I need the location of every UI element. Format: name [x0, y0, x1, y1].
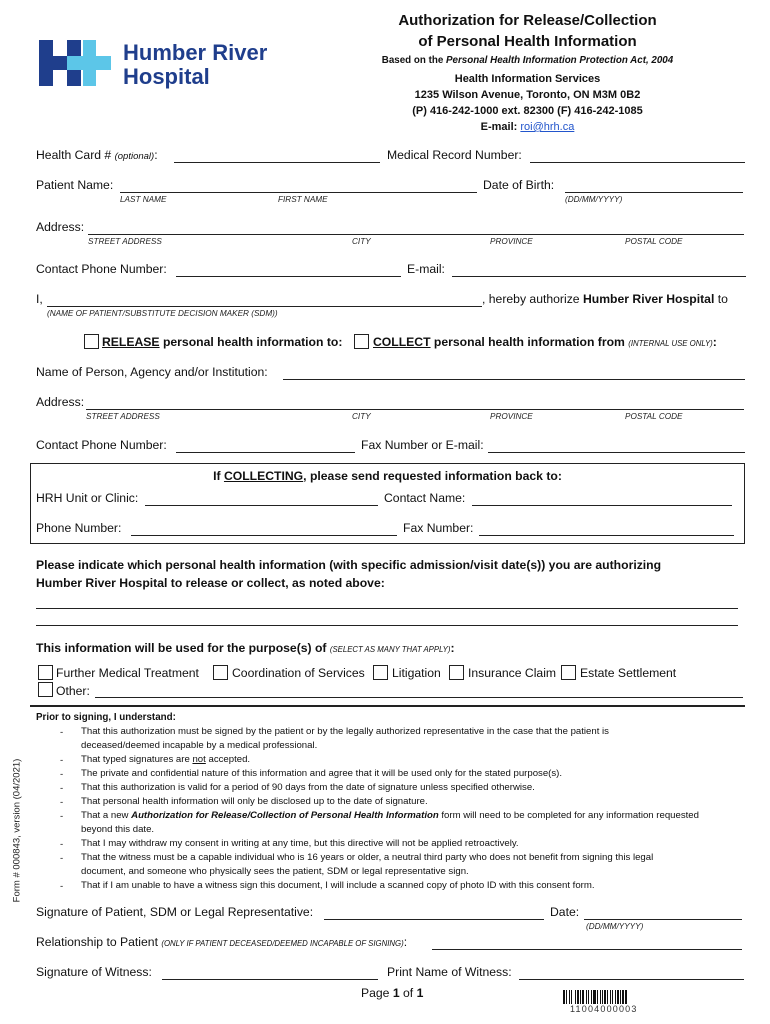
understand-5: That personal health information will only be disclosed up to the date of signature.	[81, 796, 428, 807]
patient-province-hint: PROVINCE	[490, 237, 533, 246]
purpose-option-medical: Further Medical Treatment	[56, 666, 199, 680]
purpose-checkbox-coordination[interactable]	[213, 665, 228, 680]
page-current: 1	[392, 986, 400, 1000]
recipient-city-hint: CITY	[352, 412, 371, 421]
collect-phone-label: Phone Number:	[36, 521, 122, 535]
understand-2a: That typed signatures are	[81, 754, 193, 765]
purpose-note: (SELECT AS MANY THAT APPLY)	[329, 645, 451, 654]
collect-phone-field[interactable]	[131, 534, 397, 536]
bullet-dash-7: -	[60, 839, 64, 850]
authorize-prefix: , hereby authorize	[482, 292, 583, 306]
info-instruction-line2: Humber River Hospital to release or collect, as noted above:	[36, 576, 385, 590]
purpose-other-field[interactable]	[95, 696, 743, 698]
hospital-logo	[39, 40, 289, 90]
barcode-bar	[563, 990, 565, 1004]
understand-6	[81, 809, 699, 823]
info-instruction-line1: Please indicate which personal health information (with specific admission/visit date(s)) you are authorizing	[36, 558, 662, 572]
recipient-phone-field[interactable]	[176, 451, 355, 453]
health-card-label: Health Card # (optional):	[36, 148, 158, 162]
bullet-dash-4: -	[60, 783, 64, 794]
recipient-province-hint: PROVINCE	[490, 412, 533, 421]
barcode-bar	[617, 990, 619, 1004]
purpose-other-label: Other:	[56, 684, 90, 698]
understand-6b: Authorization for Release/Collection of Personal Health Information	[131, 810, 439, 821]
barcode-bar	[577, 990, 579, 1004]
contact-name-label: Contact Name:	[384, 491, 466, 505]
release-rest: personal health information to:	[159, 335, 343, 349]
collect-colon: :	[712, 335, 717, 349]
witness-print-label: Print Name of Witness:	[387, 965, 512, 979]
mrn-field[interactable]	[530, 161, 745, 163]
bullet-dash-9: -	[60, 881, 64, 892]
bullet-dash-5: -	[60, 797, 64, 808]
bullet-dash-2: -	[60, 755, 64, 766]
bullet-dash-1: -	[60, 727, 64, 738]
page-total: 1	[416, 986, 424, 1000]
purpose-option-litigation: Litigation	[392, 666, 441, 680]
purpose-colon: :	[450, 641, 455, 655]
bullet-dash-6: -	[60, 811, 64, 822]
form-id-vertical: Form # 000843, version (04/2021)	[11, 758, 23, 903]
barcode-bar	[607, 990, 608, 1004]
barcode-bar	[597, 990, 598, 1004]
dob-format-hint: (DD/MM/YYYY)	[565, 195, 623, 204]
patient-name-label: Patient Name:	[36, 178, 114, 192]
collect-fax-field[interactable]	[479, 534, 734, 536]
page-number	[361, 986, 423, 1000]
recipient-street-hint: STREET ADDRESS	[86, 412, 160, 421]
collect-word: COLLECT	[373, 335, 431, 349]
barcode-bar	[600, 990, 601, 1004]
hrh-unit-label: HRH Unit or Clinic:	[36, 491, 139, 505]
patient-name-field[interactable]	[120, 191, 477, 193]
purpose-checkbox-medical[interactable]	[38, 665, 53, 680]
patient-phone-field[interactable]	[176, 275, 401, 277]
patient-email-field[interactable]	[452, 275, 746, 277]
authorize-hospital: Humber River Hospital	[582, 292, 715, 306]
authorize-suffix: to	[714, 292, 728, 306]
barcode-bar	[571, 990, 572, 1004]
relationship-label	[36, 935, 407, 949]
release-checkbox[interactable]	[84, 334, 99, 349]
logo-name-line1: Humber River	[123, 40, 268, 65]
last-name-hint: LAST NAME	[120, 195, 167, 204]
recipient-phone-label: Contact Phone Number:	[36, 438, 167, 452]
purpose-checkbox-other[interactable]	[38, 682, 53, 697]
understand-1a: That this authorization must be signed by the patient or by the legally authorized representative in the case that the patient is	[81, 726, 609, 737]
hrh-unit-field[interactable]	[145, 504, 378, 506]
purpose-option-coordination: Coordination of Services	[232, 666, 365, 680]
recipient-fax-field[interactable]	[488, 451, 745, 453]
barcode-bar	[566, 990, 567, 1004]
based-on-act	[330, 55, 725, 66]
relationship-text: Relationship to Patient	[36, 935, 162, 949]
patient-city-hint: CITY	[352, 237, 371, 246]
page-prefix: Page	[361, 986, 393, 1000]
barcode-bar	[622, 990, 624, 1004]
relationship-colon: :	[403, 935, 408, 949]
barcode-bar	[575, 990, 576, 1004]
purpose-checkbox-litigation[interactable]	[373, 665, 388, 680]
barcode-bar	[620, 990, 621, 1004]
patient-address-label: Address:	[36, 220, 85, 234]
health-card-optional: (optional)	[114, 151, 155, 162]
understand-1b: deceased/deemed incapable by a medical professional.	[81, 740, 318, 751]
collecting-word: COLLECTING	[223, 469, 304, 483]
barcode	[563, 990, 667, 1004]
barcode-number: 11004000003	[570, 1004, 638, 1014]
info-field-line2[interactable]	[36, 624, 738, 626]
purpose-option-estate: Estate Settlement	[580, 666, 677, 680]
recipient-address-field[interactable]	[86, 408, 744, 410]
authorizer-name-field[interactable]	[47, 305, 482, 307]
barcode-bar	[582, 990, 584, 1004]
understand-9: That if I am unable to have a witness sign this document, I will include a scanned copy of photo ID with this consent form.	[81, 880, 595, 891]
signature-label: Signature of Patient, SDM or Legal Representative:	[36, 905, 314, 919]
collect-rest: personal health information from	[430, 335, 629, 349]
barcode-bar	[569, 990, 570, 1004]
health-card-field[interactable]	[174, 161, 380, 163]
patient-email-label: E-mail:	[407, 262, 445, 276]
act-name: Personal Health Information Protection Act, 2004	[446, 55, 674, 66]
based-on-prefix: Based on the	[381, 55, 447, 66]
authorize-statement	[482, 292, 728, 306]
contact-name-field[interactable]	[472, 504, 732, 506]
signature-date-label: Date:	[550, 905, 580, 919]
release-word: RELEASE	[102, 335, 160, 349]
barcode-bar	[625, 990, 627, 1004]
signature-field[interactable]	[324, 918, 544, 920]
department-name: Health Information Services	[454, 73, 601, 85]
authorize-i-label: I,	[36, 292, 43, 306]
barcode-bar	[610, 990, 611, 1004]
section-divider	[30, 705, 745, 707]
patient-street-hint: STREET ADDRESS	[88, 237, 162, 246]
barcode-bar	[591, 990, 592, 1004]
understand-heading: Prior to signing, I understand:	[36, 712, 176, 723]
barcode-bar	[586, 990, 587, 1004]
barcode-bar	[593, 990, 596, 1004]
email-link[interactable]: roi@hrh.ca	[520, 121, 575, 133]
barcode-bar	[612, 990, 613, 1004]
recipient-fax-label: Fax Number or E-mail:	[361, 438, 484, 452]
health-card-text: Health Card #	[36, 148, 112, 162]
collecting-title	[30, 469, 745, 483]
witness-signature-field[interactable]	[162, 978, 378, 980]
info-field-line1[interactable]	[36, 607, 738, 609]
collect-fax-label: Fax Number:	[403, 521, 474, 535]
understand-7: That I may withdraw my consent in writing at any time, but this directive will not be applied retroactively.	[81, 838, 519, 849]
purpose-checkbox-estate[interactable]	[561, 665, 576, 680]
patient-postal-hint: POSTAL CODE	[625, 237, 683, 246]
recipient-name-field[interactable]	[283, 378, 745, 380]
recipient-address-label: Address:	[36, 395, 85, 409]
barcode-bar	[580, 990, 581, 1004]
dob-label: Date of Birth:	[483, 178, 555, 192]
form-title-line1: Authorization for Release/Collection	[398, 12, 657, 29]
dob-field[interactable]	[565, 191, 743, 193]
bullet-dash-8: -	[60, 853, 64, 864]
collect-option-label	[373, 335, 717, 349]
recipient-postal-hint: POSTAL CODE	[625, 412, 683, 421]
barcode-bar	[588, 990, 589, 1004]
form-title-line2: of Personal Health Information	[418, 33, 637, 50]
understand-4: That this authorization is valid for a period of 90 days from the date of signature unless specified otherwise.	[81, 782, 535, 793]
understand-8b: document, and someone who physically sees the patient, SDM or legal representative sign.	[81, 866, 469, 877]
understand-6a: That a new	[81, 810, 132, 821]
first-name-hint: FIRST NAME	[278, 195, 328, 204]
collecting-prefix: If	[213, 469, 224, 483]
collect-internal-note: (INTERNAL USE ONLY)	[628, 339, 713, 348]
department-phone-fax: (P) 416-242-1000 ext. 82300 (F) 416-242-1085	[412, 105, 643, 117]
patient-phone-label: Contact Phone Number:	[36, 262, 167, 276]
understand-6d: beyond this date.	[81, 824, 155, 835]
purpose-title-text: This information will be used for the purpose(s) of	[36, 641, 330, 655]
collecting-rest: , please send requested information back to:	[303, 469, 562, 483]
mrn-label: Medical Record Number:	[387, 148, 522, 162]
barcode-bar	[602, 990, 603, 1004]
witness-print-field[interactable]	[519, 978, 744, 980]
page-of: of	[399, 986, 417, 1000]
understand-8a: That the witness must be a capable individual who is 16 years or older, a neutral third party who does not benefit from signing this legal	[81, 852, 654, 863]
purpose-title	[36, 641, 455, 655]
recipient-name-label: Name of Person, Agency and/or Institution:	[36, 365, 268, 379]
understand-2c: accepted.	[205, 754, 251, 765]
purpose-option-insurance: Insurance Claim	[468, 666, 557, 680]
hospital-logo-mark	[39, 40, 111, 86]
barcode-bar	[604, 990, 606, 1004]
logo-name-line2: Hospital	[123, 64, 210, 89]
signature-date-format: (DD/MM/YYYY)	[586, 922, 644, 931]
barcode-bar	[615, 990, 616, 1004]
signature-date-field[interactable]	[584, 918, 742, 920]
relationship-note: (ONLY IF PATIENT DECEASED/DEEMED INCAPABLE OF SIGNING)	[161, 939, 404, 948]
patient-address-field[interactable]	[88, 233, 744, 235]
department-address: 1235 Wilson Avenue, Toronto, ON M3M 0B2	[414, 89, 641, 101]
understand-3: The private and confidential nature of this information and agree that it will be used only for the stated purpose(s).	[81, 768, 563, 779]
understand-6c: form will need to be completed for any information requested	[438, 810, 699, 821]
email-label: E-mail:	[480, 121, 521, 133]
department-email	[330, 121, 725, 133]
understand-2	[81, 753, 250, 767]
witness-signature-label: Signature of Witness:	[36, 965, 152, 979]
relationship-field[interactable]	[432, 948, 742, 950]
release-option-label	[102, 335, 342, 349]
purpose-checkbox-insurance[interactable]	[449, 665, 464, 680]
collect-checkbox[interactable]	[354, 334, 369, 349]
authorizer-name-hint: (NAME OF PATIENT/SUBSTITUTE DECISION MAKER (SDM))	[47, 309, 278, 318]
understand-2b: not	[192, 754, 206, 765]
bullet-dash-3: -	[60, 769, 64, 780]
